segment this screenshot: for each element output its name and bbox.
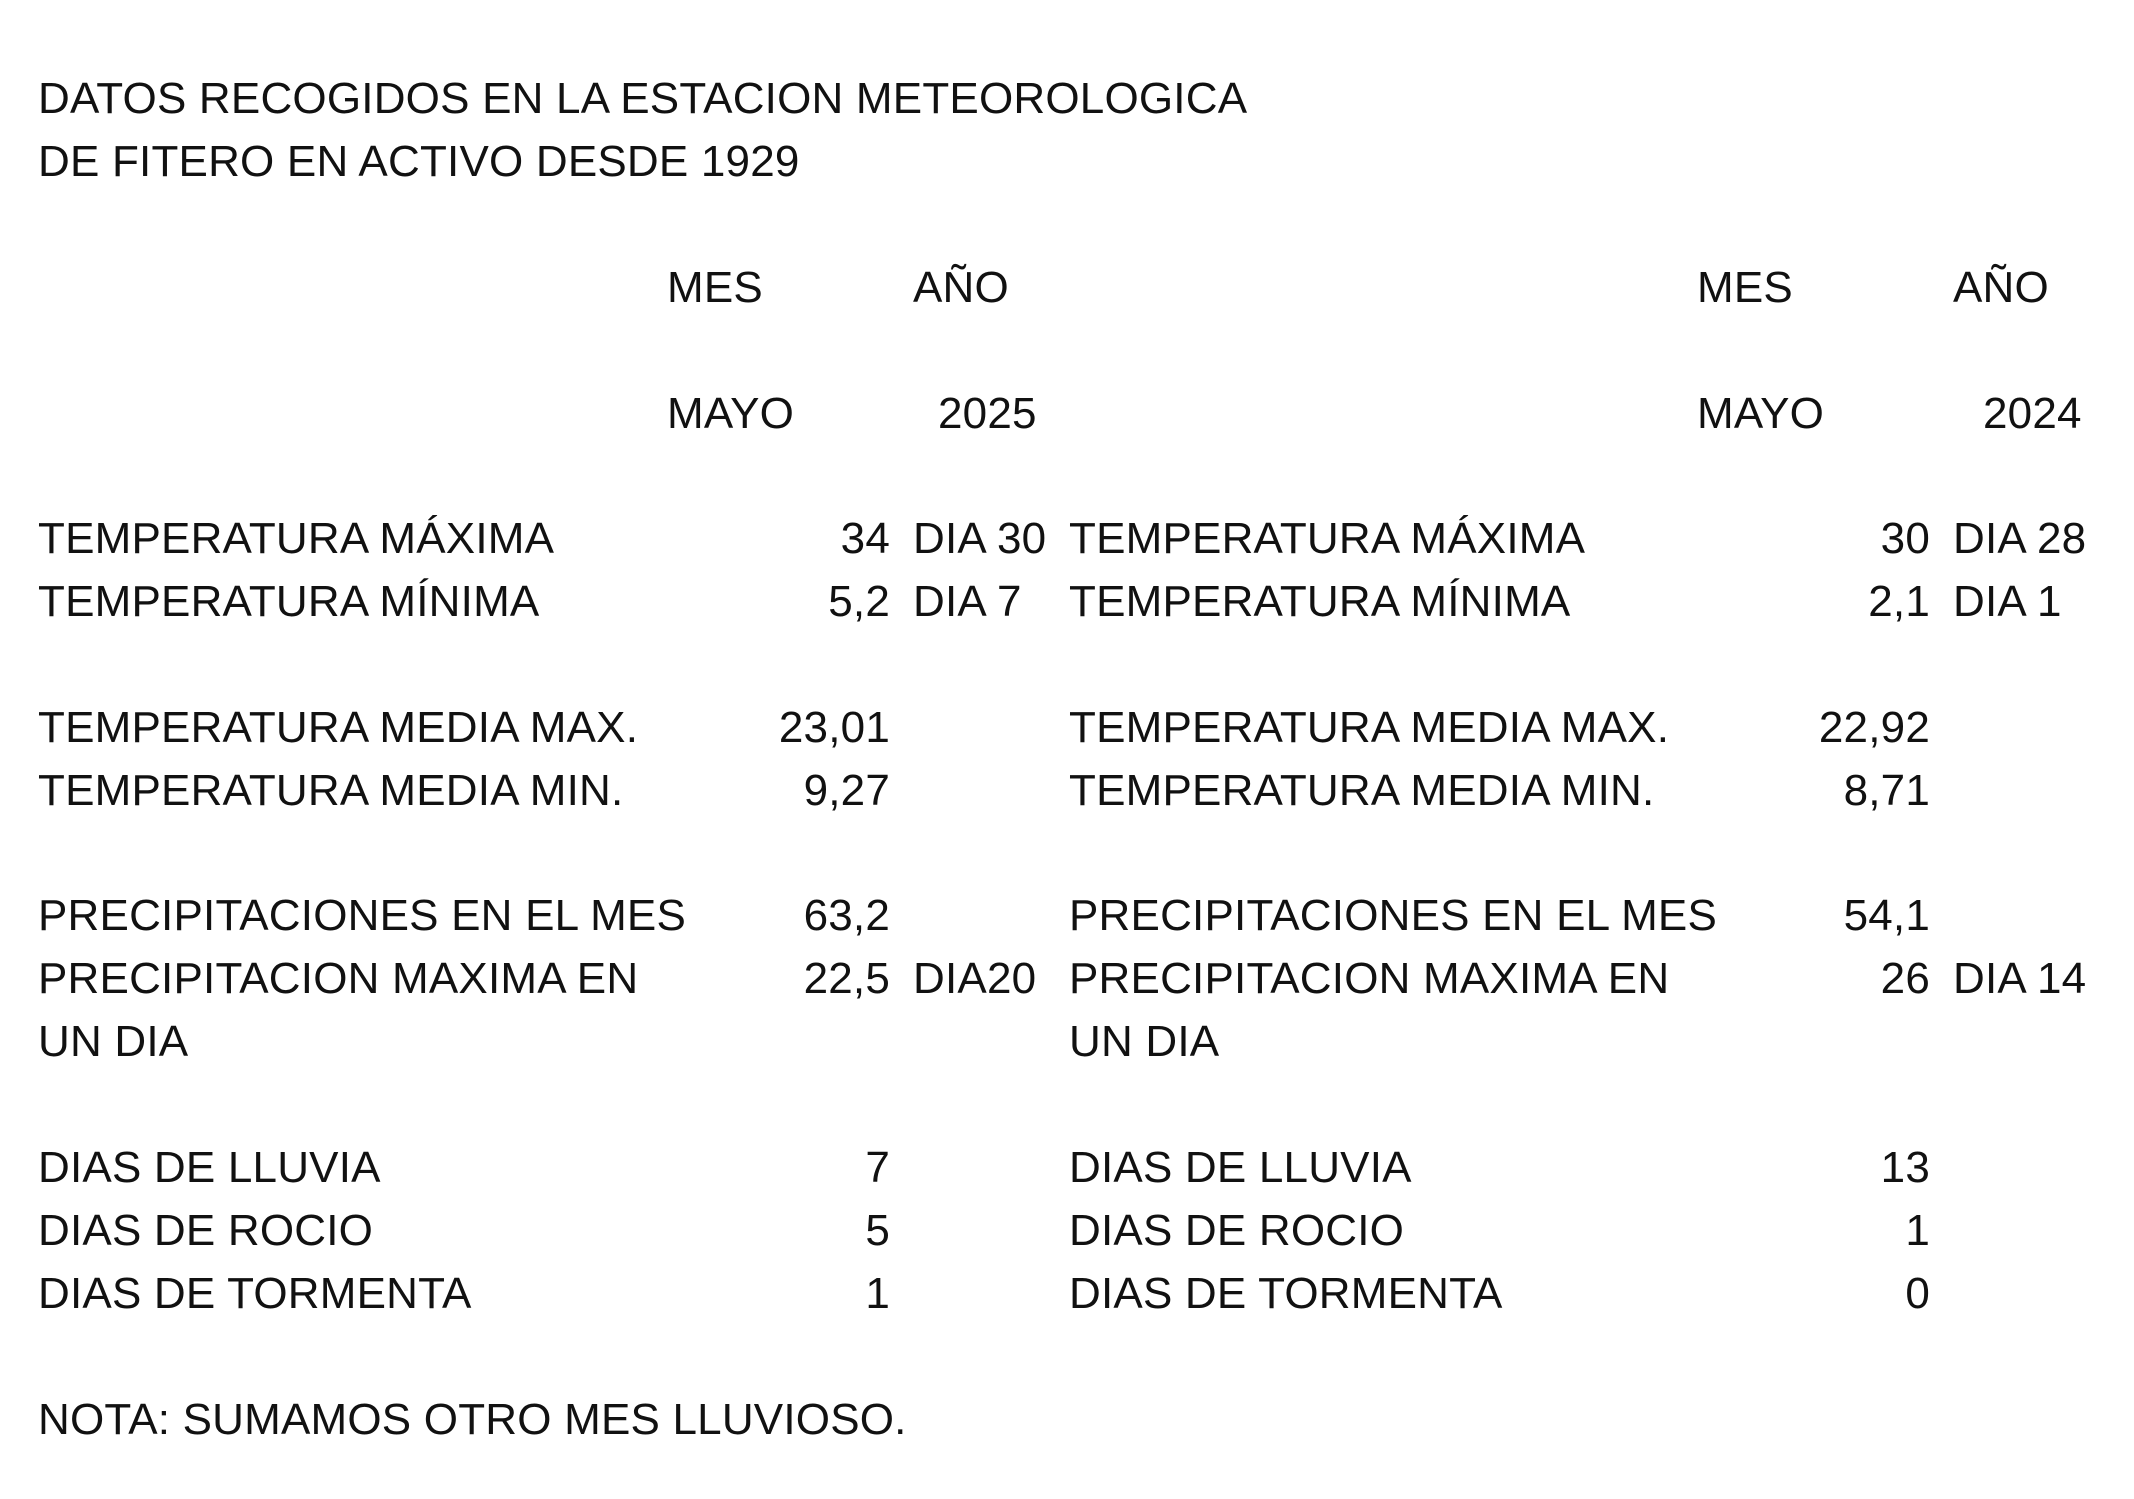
right-media-max-label: TEMPERATURA MEDIA MAX. xyxy=(1069,703,1670,752)
right-year: 2024 xyxy=(1983,389,2082,438)
left-precip-mes-label: PRECIPITACIONES EN EL MES xyxy=(38,891,687,940)
right-month: MAYO xyxy=(1697,389,1825,438)
right-precip-mes-value: 54,1 xyxy=(1843,891,1930,940)
left-lluvia-value: 7 xyxy=(865,1143,890,1192)
left-year: 2025 xyxy=(938,389,1037,438)
left-media-min-value: 9,27 xyxy=(803,766,890,815)
right-temp-max-label: TEMPERATURA MÁXIMA xyxy=(1069,514,1586,563)
left-temp-min-value: 5,2 xyxy=(828,577,890,626)
left-temp-min-day: DIA 7 xyxy=(913,577,1022,626)
right-tormenta-label: DIAS DE TORMENTA xyxy=(1069,1269,1503,1318)
right-precip-max-value: 26 xyxy=(1880,954,1930,1003)
right-temp-min-value: 2,1 xyxy=(1868,577,1930,626)
right-temp-min-label: TEMPERATURA MÍNIMA xyxy=(1069,577,1571,626)
left-month: MAYO xyxy=(667,389,795,438)
left-lluvia-label: DIAS DE LLUVIA xyxy=(38,1143,381,1192)
left-precip-max-day: DIA20 xyxy=(913,954,1037,1003)
right-precip-max-day: DIA 14 xyxy=(1953,954,2087,1003)
right-media-min-label: TEMPERATURA MEDIA MIN. xyxy=(1069,766,1655,815)
right-rocio-label: DIAS DE ROCIO xyxy=(1069,1206,1405,1255)
right-anio-header: AÑO xyxy=(1953,263,2049,312)
left-precip-mes-value: 63,2 xyxy=(803,891,890,940)
left-tormenta-label: DIAS DE TORMENTA xyxy=(38,1269,472,1318)
left-temp-max-day: DIA 30 xyxy=(913,514,1047,563)
left-precip-max-value: 22,5 xyxy=(803,954,890,1003)
left-rocio-value: 5 xyxy=(865,1206,890,1255)
left-media-min-label: TEMPERATURA MEDIA MIN. xyxy=(38,766,624,815)
footer-note: NOTA: SUMAMOS OTRO MES LLUVIOSO. xyxy=(38,1395,907,1444)
right-media-min-value: 8,71 xyxy=(1843,766,1930,815)
right-mes-header: MES xyxy=(1697,263,1793,312)
right-precip-max-label-line1: PRECIPITACION MAXIMA EN xyxy=(1069,954,1670,1003)
left-precip-max-label-line2: UN DIA xyxy=(38,1017,189,1066)
right-tormenta-value: 0 xyxy=(1905,1269,1930,1318)
left-temp-max-label: TEMPERATURA MÁXIMA xyxy=(38,514,555,563)
left-precip-max-label-line1: PRECIPITACION MAXIMA EN xyxy=(38,954,639,1003)
left-tormenta-value: 1 xyxy=(865,1269,890,1318)
right-temp-min-day: DIA 1 xyxy=(1953,577,2062,626)
left-media-max-label: TEMPERATURA MEDIA MAX. xyxy=(38,703,639,752)
left-temp-max-value: 34 xyxy=(840,514,890,563)
right-precip-mes-label: PRECIPITACIONES EN EL MES xyxy=(1069,891,1718,940)
right-precip-max-label-line2: UN DIA xyxy=(1069,1017,1220,1066)
left-anio-header: AÑO xyxy=(913,263,1009,312)
left-media-max-value: 23,01 xyxy=(778,703,890,752)
title-line-2: DE FITERO EN ACTIVO DESDE 1929 xyxy=(38,137,800,186)
left-temp-min-label: TEMPERATURA MÍNIMA xyxy=(38,577,540,626)
right-lluvia-value: 13 xyxy=(1880,1143,1930,1192)
right-media-max-value: 22,92 xyxy=(1818,703,1930,752)
right-lluvia-label: DIAS DE LLUVIA xyxy=(1069,1143,1412,1192)
left-rocio-label: DIAS DE ROCIO xyxy=(38,1206,374,1255)
title-line-1: DATOS RECOGIDOS EN LA ESTACION METEOROLOGICA xyxy=(38,74,1248,123)
right-rocio-value: 1 xyxy=(1905,1206,1930,1255)
right-temp-max-value: 30 xyxy=(1880,514,1930,563)
left-mes-header: MES xyxy=(667,263,763,312)
right-temp-max-day: DIA 28 xyxy=(1953,514,2087,563)
